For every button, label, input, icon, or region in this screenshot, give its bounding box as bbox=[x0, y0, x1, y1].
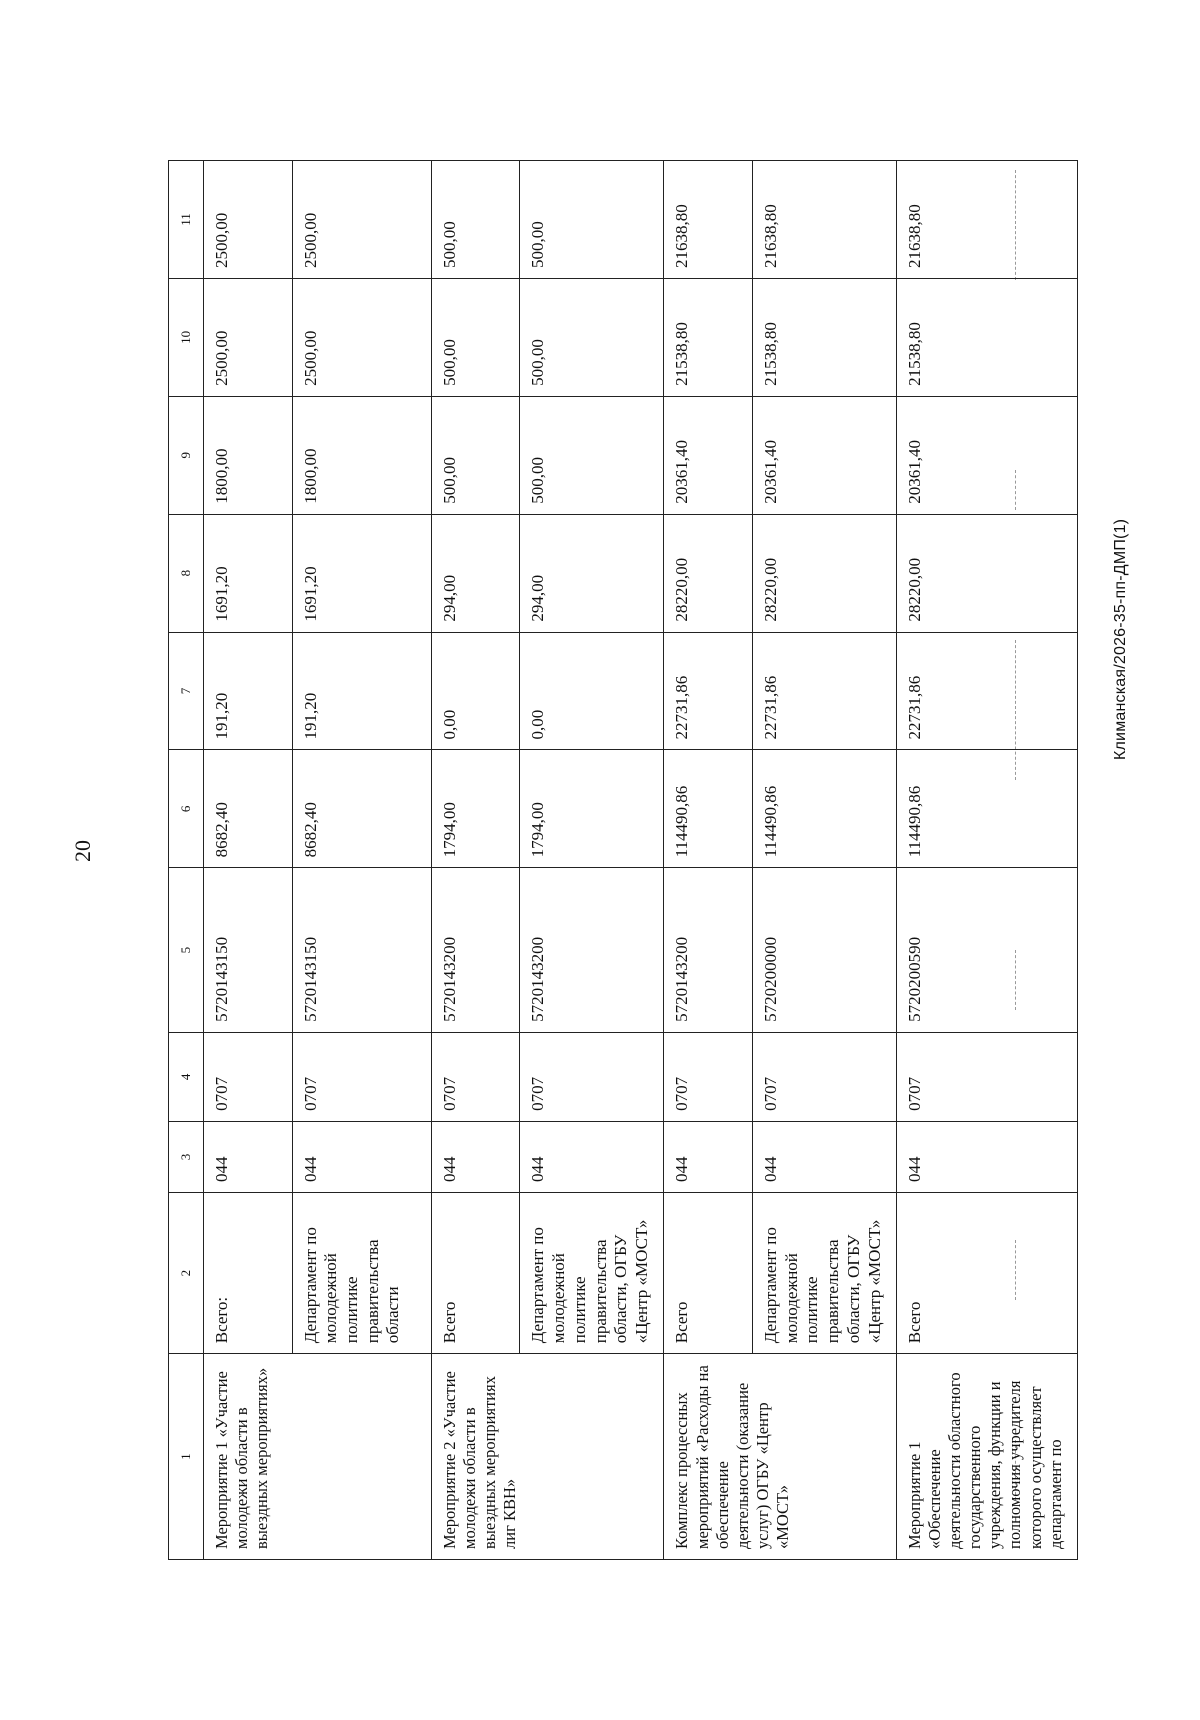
cell-target-code: 5720143200 bbox=[664, 868, 753, 1033]
cell-year-2: 28220,00 bbox=[664, 514, 753, 632]
cell-year-1: 22731,86 bbox=[896, 632, 1077, 750]
cell-year-1: 191,20 bbox=[292, 632, 431, 750]
cell-grbs: 044 bbox=[896, 1121, 1077, 1192]
header-col-4: 4 bbox=[169, 1032, 204, 1121]
table-row bbox=[752, 161, 896, 1560]
cell-year-2: 1691,20 bbox=[204, 514, 293, 632]
cell-grbs: 044 bbox=[664, 1121, 753, 1192]
page-number: 20 bbox=[70, 840, 95, 862]
cell-target-code: 5720143200 bbox=[431, 868, 520, 1033]
table-row bbox=[292, 161, 431, 1560]
cell-year-1: 22731,86 bbox=[752, 632, 896, 750]
executor-label: Департамент по молодежной политике правительства области, ОГБУ «Центр «МОСТ» bbox=[520, 1193, 664, 1354]
cell-year-2: 294,00 bbox=[431, 514, 520, 632]
header-col-2: 2 bbox=[169, 1193, 204, 1354]
cell-year-5: 2500,00 bbox=[204, 161, 293, 279]
cell-grbs: 044 bbox=[431, 1121, 520, 1192]
cell-target-code: 5720143150 bbox=[292, 868, 431, 1033]
cell-total: 1794,00 bbox=[520, 750, 664, 868]
document-reference: Климанская/2026-35-пп-ДМП(1) bbox=[1112, 518, 1129, 760]
cell-year-4: 500,00 bbox=[520, 278, 664, 396]
cell-year-5: 500,00 bbox=[431, 161, 520, 279]
cell-year-2: 1691,20 bbox=[292, 514, 431, 632]
header-col-8: 8 bbox=[169, 514, 204, 632]
header-col-6: 6 bbox=[169, 750, 204, 868]
cell-year-4: 500,00 bbox=[431, 278, 520, 396]
cell-year-3: 1800,00 bbox=[204, 396, 293, 514]
cell-year-1: 0,00 bbox=[520, 632, 664, 750]
cell-year-1: 0,00 bbox=[431, 632, 520, 750]
cell-total: 114490,86 bbox=[664, 750, 753, 868]
header-col-10: 10 bbox=[169, 278, 204, 396]
cell-year-1: 22731,86 bbox=[664, 632, 753, 750]
cell-year-3: 1800,00 bbox=[292, 396, 431, 514]
cell-year-2: 28220,00 bbox=[896, 514, 1077, 632]
header-col-5: 5 bbox=[169, 868, 204, 1033]
cell-year-4: 2500,00 bbox=[292, 278, 431, 396]
cell-section: 0707 bbox=[752, 1032, 896, 1121]
cell-year-1: 191,20 bbox=[204, 632, 293, 750]
executor-label: Департамент по молодежной политике правительства области bbox=[292, 1193, 431, 1354]
executor-label: Департамент по молодежной политике правительства области, ОГБУ «Центр «МОСТ» bbox=[752, 1193, 896, 1354]
cell-grbs: 044 bbox=[752, 1121, 896, 1192]
activity-name: Мероприятие 2 «Участие молодежи области в выездных мероприятиях лиг КВН» bbox=[431, 1354, 663, 1560]
table-row bbox=[664, 161, 753, 1560]
cell-grbs: 044 bbox=[292, 1121, 431, 1192]
executor-label: Всего bbox=[431, 1193, 520, 1354]
executor-label: Всего: bbox=[204, 1193, 293, 1354]
cell-year-4: 21538,80 bbox=[664, 278, 753, 396]
activity-name: Мероприятие 1 «Участие молодежи области в выездных мероприятиях» bbox=[204, 1354, 432, 1560]
cell-year-5: 21638,80 bbox=[896, 161, 1077, 279]
executor-label: Всего bbox=[664, 1193, 753, 1354]
cell-total: 114490,86 bbox=[752, 750, 896, 868]
header-col-3: 3 bbox=[169, 1121, 204, 1192]
cell-year-3: 20361,40 bbox=[752, 396, 896, 514]
cell-section: 0707 bbox=[204, 1032, 293, 1121]
cell-grbs: 044 bbox=[520, 1121, 664, 1192]
cell-year-4: 21538,80 bbox=[896, 278, 1077, 396]
cell-year-4: 2500,00 bbox=[204, 278, 293, 396]
cell-section: 0707 bbox=[520, 1032, 664, 1121]
cell-total: 114490,86 bbox=[896, 750, 1077, 868]
cell-year-3: 20361,40 bbox=[896, 396, 1077, 514]
header-row bbox=[169, 161, 204, 1560]
executor-label: Всего bbox=[896, 1193, 1077, 1354]
table-row bbox=[896, 161, 1077, 1560]
cell-target-code: 5720200000 bbox=[752, 868, 896, 1033]
cell-section: 0707 bbox=[664, 1032, 753, 1121]
cell-year-3: 500,00 bbox=[520, 396, 664, 514]
cell-target-code: 5720200590 bbox=[896, 868, 1077, 1033]
header-col-1: 1 bbox=[169, 1354, 204, 1560]
cell-year-5: 21638,80 bbox=[664, 161, 753, 279]
cell-target-code: 5720143150 bbox=[204, 868, 293, 1033]
budget-table-rotated bbox=[168, 160, 1078, 1560]
cell-year-4: 21538,80 bbox=[752, 278, 896, 396]
cell-year-5: 21638,80 bbox=[752, 161, 896, 279]
activity-name: Мероприятие 1 «Обеспечение деятельности областного государственного учреждения, функции и полномочия учредителя которого осуществляет департамент по bbox=[896, 1354, 1077, 1560]
activity-name: Комплекс процессных мероприятий «Расходы на обеспечение деятельности (оказание услуг) ОГБУ «Центр «МОСТ» bbox=[664, 1354, 896, 1560]
header-col-11: 11 bbox=[169, 161, 204, 279]
cell-year-2: 28220,00 bbox=[752, 514, 896, 632]
cell-year-5: 2500,00 bbox=[292, 161, 431, 279]
cell-year-5: 500,00 bbox=[520, 161, 664, 279]
table-row bbox=[204, 161, 293, 1560]
budget-table bbox=[168, 160, 1078, 1560]
cell-year-2: 294,00 bbox=[520, 514, 664, 632]
cell-section: 0707 bbox=[896, 1032, 1077, 1121]
table-row bbox=[431, 161, 520, 1560]
cell-year-3: 20361,40 bbox=[664, 396, 753, 514]
header-col-9: 9 bbox=[169, 396, 204, 514]
cell-grbs: 044 bbox=[204, 1121, 293, 1192]
cell-total: 8682,40 bbox=[292, 750, 431, 868]
cell-total: 8682,40 bbox=[204, 750, 293, 868]
cell-year-3: 500,00 bbox=[431, 396, 520, 514]
cell-section: 0707 bbox=[292, 1032, 431, 1121]
cell-section: 0707 bbox=[431, 1032, 520, 1121]
header-col-7: 7 bbox=[169, 632, 204, 750]
table-row bbox=[520, 161, 664, 1560]
cell-target-code: 5720143200 bbox=[520, 868, 664, 1033]
cell-total: 1794,00 bbox=[431, 750, 520, 868]
